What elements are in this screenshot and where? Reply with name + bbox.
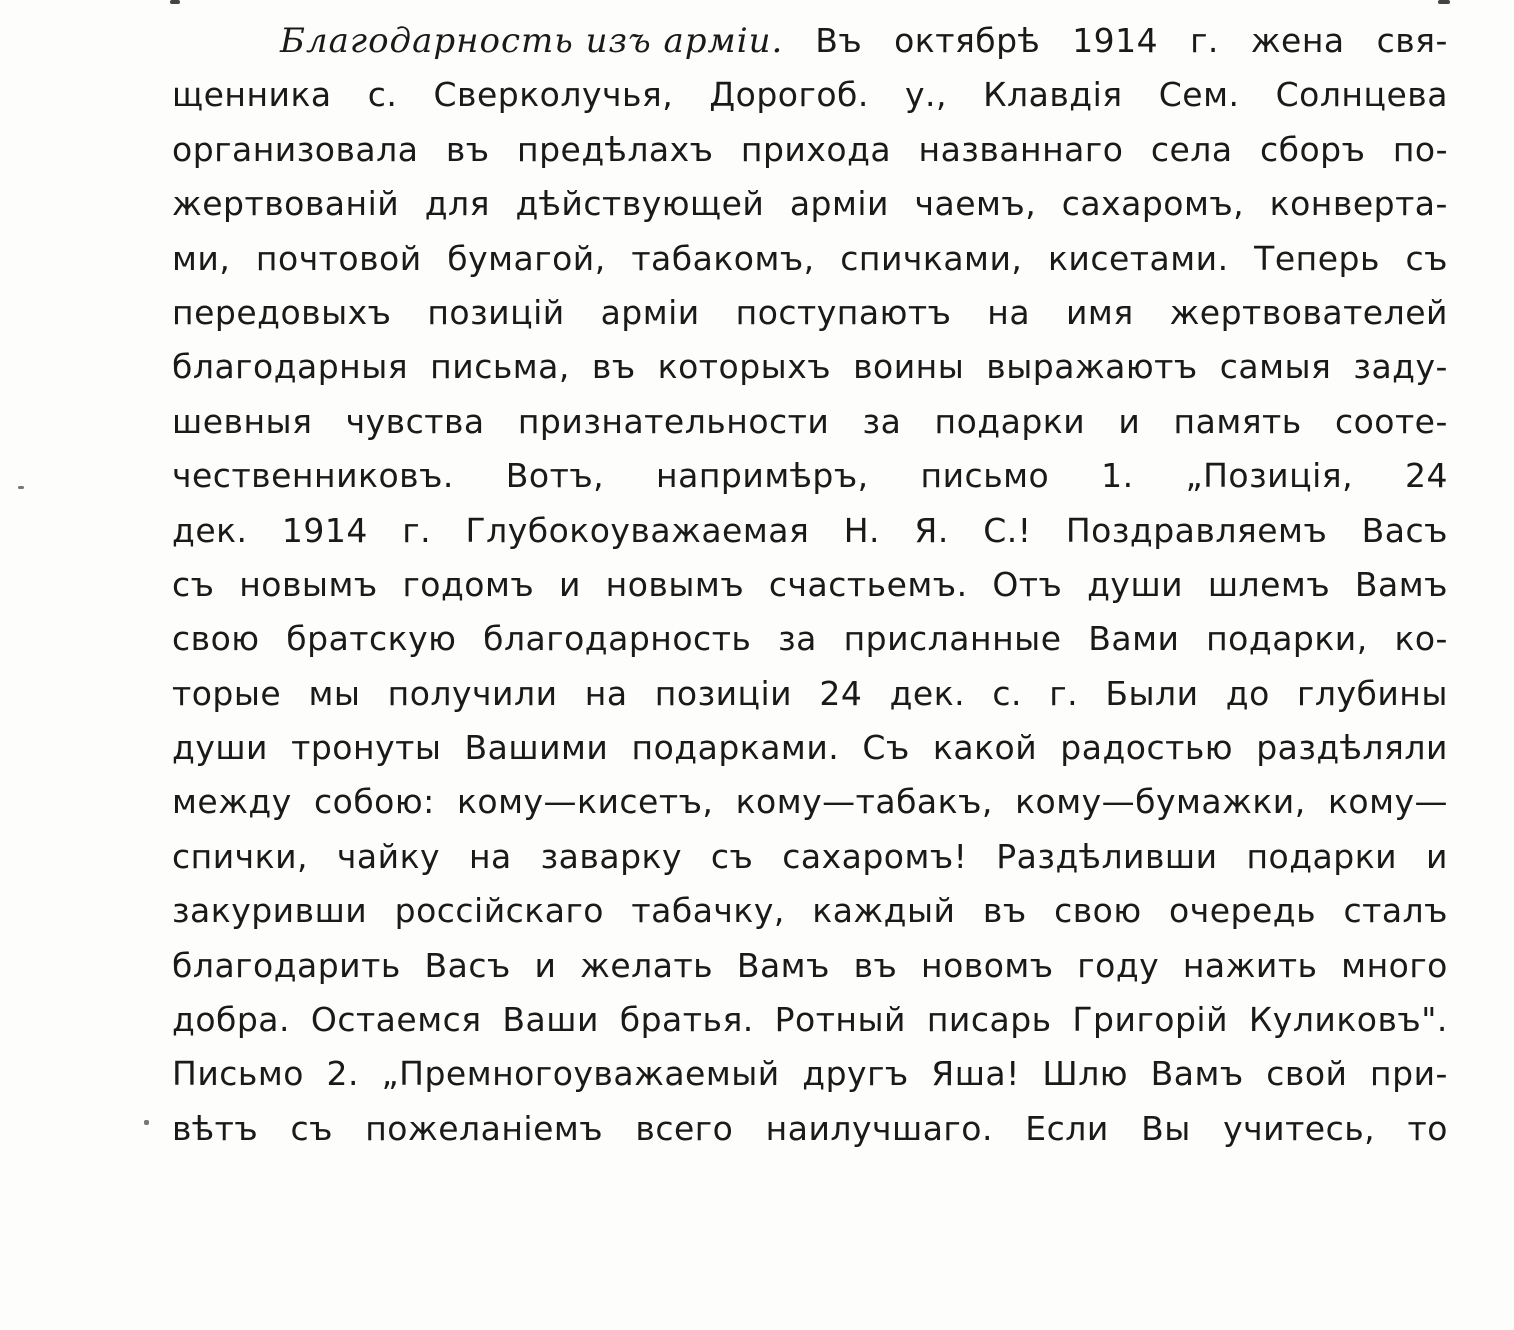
word: „Премногоуважаемый <box>381 1054 780 1094</box>
word: души <box>1087 564 1184 604</box>
word: Съ <box>862 728 910 768</box>
word: счастьемъ. <box>768 564 968 604</box>
word: жена <box>1250 21 1345 60</box>
word: свой <box>1266 1054 1348 1094</box>
word: много <box>1341 945 1448 985</box>
text-line <box>172 830 1448 884</box>
word: г. <box>402 510 432 550</box>
word: въ <box>982 891 1027 931</box>
word: Н. <box>843 510 881 550</box>
word: г. <box>1049 673 1079 713</box>
word: свя- <box>1376 21 1448 60</box>
text-line <box>172 286 1448 340</box>
word: Сем. <box>1158 75 1240 115</box>
word: Сверколучья, <box>433 75 674 115</box>
word: вѣтъ <box>172 1108 259 1148</box>
article-body <box>172 14 1448 1156</box>
word: сооте- <box>1334 401 1448 441</box>
word: чувства <box>345 401 485 441</box>
text-line <box>172 504 1448 558</box>
word: Вотъ, <box>505 456 605 496</box>
word: учитесь, <box>1223 1108 1376 1148</box>
word: новомъ <box>921 945 1054 985</box>
word: организовала <box>172 129 419 169</box>
word: у., <box>904 75 947 115</box>
word: названнаго <box>918 129 1124 169</box>
word: Если <box>1025 1108 1109 1148</box>
word: чаемъ, <box>914 184 1037 224</box>
margin-speck <box>18 486 24 489</box>
word: Вы <box>1141 1108 1191 1148</box>
word: тронуты <box>291 728 442 768</box>
text-line <box>172 884 1448 938</box>
word: арміи <box>600 292 700 332</box>
text-line <box>172 1102 1448 1156</box>
word: бумагой, <box>447 238 606 278</box>
word: Въ <box>815 21 863 60</box>
word: сталъ <box>1343 891 1448 931</box>
cut-off-previous-line <box>170 0 1460 4</box>
word: раздѣляли <box>1256 728 1448 768</box>
word: Вамъ <box>1150 1054 1244 1094</box>
word: которыхъ <box>657 347 832 387</box>
word: благодарныя <box>172 347 409 387</box>
word: чайку <box>336 836 441 876</box>
text-line <box>172 558 1448 612</box>
word: получили <box>387 673 558 713</box>
word: Васъ <box>1361 510 1448 550</box>
word: и <box>1118 401 1141 441</box>
word: Вамъ <box>1354 564 1448 604</box>
word: свою <box>172 619 260 659</box>
word: признательности <box>517 401 830 441</box>
word: сахаромъ, <box>1061 184 1245 224</box>
word: съ <box>172 564 215 604</box>
word: ко- <box>1394 619 1448 659</box>
word: Теперь <box>1254 238 1380 278</box>
word: съ <box>1405 238 1448 278</box>
word: конверта- <box>1269 184 1448 224</box>
word: глубины <box>1297 673 1448 713</box>
word: благодарить <box>172 945 401 985</box>
word: новымъ <box>239 564 378 604</box>
word: присланные <box>843 619 1062 659</box>
word: съ <box>710 836 754 876</box>
word: Раздѣливши <box>996 836 1218 876</box>
word: позиціи <box>654 673 793 713</box>
word: Ваши <box>502 1000 599 1040</box>
word: души <box>172 728 268 768</box>
text-line <box>172 395 1448 449</box>
word: Я. <box>914 510 949 550</box>
word: 1914 <box>281 510 368 550</box>
word: братскую <box>286 619 457 659</box>
word: подарки <box>934 401 1086 441</box>
section-title: Благодарность изъ арміи. <box>280 21 784 61</box>
text-line <box>172 1047 1448 1101</box>
text-line <box>172 68 1448 122</box>
word: Клавдія <box>983 75 1123 115</box>
word: напримѣръ, <box>656 456 869 496</box>
word: всего <box>635 1108 734 1148</box>
word: дек. <box>172 510 248 550</box>
text-line <box>172 232 1448 286</box>
word: сборъ <box>1259 129 1366 169</box>
word: наилучшаго. <box>765 1108 993 1148</box>
word: Григорій <box>1072 1000 1229 1040</box>
ink-fragment <box>1438 0 1450 4</box>
word: съ <box>290 1108 333 1148</box>
ink-fragment <box>170 0 180 4</box>
word: дѣйствующей <box>515 184 765 224</box>
word: письмо <box>920 456 1050 496</box>
word: Васъ <box>424 945 511 985</box>
word: годомъ <box>402 564 535 604</box>
word: подарки <box>1246 836 1398 876</box>
word: до <box>1225 673 1270 713</box>
word: с. <box>992 673 1023 713</box>
word: Вашими <box>464 728 609 768</box>
word: кому—кисетъ, <box>456 782 714 822</box>
word: Ротный <box>774 1000 906 1040</box>
word: 1914 <box>1072 21 1159 60</box>
word: за <box>778 619 817 659</box>
word: передовыхъ <box>172 292 392 332</box>
word: на <box>468 836 512 876</box>
word: прихода <box>740 129 892 169</box>
word: арміи <box>789 184 890 224</box>
word: Вамъ <box>736 945 830 985</box>
word: въ <box>591 347 636 387</box>
word: Шлю <box>1042 1054 1129 1094</box>
word: табакомъ, <box>631 238 815 278</box>
word: мы <box>308 673 361 713</box>
word: заварку <box>540 836 682 876</box>
word: с. <box>367 75 398 115</box>
word: какой <box>932 728 1038 768</box>
word: торые <box>172 673 282 713</box>
word: Куликовъ". <box>1248 1000 1448 1040</box>
word: по- <box>1392 129 1448 169</box>
word: спичками, <box>840 238 1023 278</box>
text-line <box>172 340 1448 394</box>
word: Были <box>1105 673 1199 713</box>
word: между <box>172 782 292 822</box>
word: и <box>534 945 557 985</box>
word: то <box>1407 1108 1448 1148</box>
text-line <box>172 14 1448 68</box>
word: спички, <box>172 836 309 876</box>
word: на <box>584 673 628 713</box>
word: 24 <box>1404 456 1448 496</box>
word: году <box>1077 945 1160 985</box>
word: имя <box>1065 292 1134 332</box>
word: поступаютъ <box>735 292 952 332</box>
margin-speck <box>144 1120 149 1125</box>
word: Отъ <box>992 564 1063 604</box>
word: на <box>987 292 1031 332</box>
word: подарки, <box>1206 619 1368 659</box>
word: С.! <box>983 510 1032 550</box>
word: новымъ <box>605 564 745 604</box>
word: другъ <box>802 1054 909 1094</box>
word: самыя <box>1219 347 1332 387</box>
text-line <box>172 939 1448 993</box>
word: подарками. <box>631 728 840 768</box>
word: кому—табакъ, <box>735 782 993 822</box>
word: Остаемся <box>310 1000 482 1040</box>
word: очередь <box>1169 891 1317 931</box>
word: кому— <box>1327 782 1448 822</box>
word: Поздравляемъ <box>1065 510 1328 550</box>
word: россійскаго <box>394 891 604 931</box>
word: свою <box>1054 891 1142 931</box>
word: нажить <box>1182 945 1318 985</box>
word: кисетами. <box>1047 238 1229 278</box>
word: Письмо <box>172 1054 304 1094</box>
word: 24 <box>819 673 863 713</box>
word: жертвователей <box>1169 292 1448 332</box>
word: Солнцева <box>1275 75 1448 115</box>
word: табачку, <box>631 891 785 931</box>
word: жертвованій <box>172 184 400 224</box>
word: дек. <box>889 673 966 713</box>
word: пожеланіемъ <box>365 1108 604 1148</box>
word: Глубокоуважаемая <box>465 510 810 550</box>
word: шевныя <box>172 401 313 441</box>
word: и <box>1425 836 1448 876</box>
word: г. <box>1190 21 1219 60</box>
word: и <box>558 564 581 604</box>
text-line <box>172 775 1448 829</box>
word: села <box>1150 129 1233 169</box>
word: воины <box>853 347 965 387</box>
word: Дорогоб. <box>709 75 869 115</box>
word: Яша! <box>931 1054 1020 1094</box>
word: братья. <box>619 1000 754 1040</box>
word: почтовой <box>255 238 422 278</box>
word: октябрѣ <box>894 21 1041 60</box>
word: желать <box>580 945 714 985</box>
word: собою: <box>313 782 435 822</box>
word: 2. <box>326 1054 359 1094</box>
word: писарь <box>926 1000 1052 1040</box>
word: Вами <box>1088 619 1180 659</box>
word: каждый <box>812 891 956 931</box>
text-line <box>172 612 1448 666</box>
text-line <box>172 123 1448 177</box>
word: щенника <box>172 75 332 115</box>
word: „Позиція, <box>1185 456 1354 496</box>
word: въ <box>445 129 490 169</box>
word: письма, <box>430 347 570 387</box>
word: въ <box>853 945 898 985</box>
word: заду- <box>1353 347 1448 387</box>
word: благодарность <box>483 619 752 659</box>
text-line <box>172 721 1448 775</box>
text-line <box>172 177 1448 231</box>
text-line <box>172 667 1448 721</box>
text-line <box>172 993 1448 1047</box>
word: кому—бумажки, <box>1015 782 1306 822</box>
word: при- <box>1370 1054 1448 1094</box>
word: шлемъ <box>1207 564 1331 604</box>
word: радостью <box>1060 728 1234 768</box>
word: чественниковъ. <box>172 456 454 496</box>
word: за <box>862 401 902 441</box>
text-line <box>172 449 1448 503</box>
word: выражаютъ <box>986 347 1198 387</box>
word: добра. <box>172 1000 291 1040</box>
word: позицій <box>427 292 565 332</box>
word: предѣлахъ <box>517 129 714 169</box>
word: память <box>1173 401 1302 441</box>
word: закуривши <box>172 891 368 931</box>
word: 1. <box>1101 456 1134 496</box>
word: ми, <box>172 238 231 278</box>
word: для <box>424 184 490 224</box>
word: сахаромъ! <box>782 836 968 876</box>
